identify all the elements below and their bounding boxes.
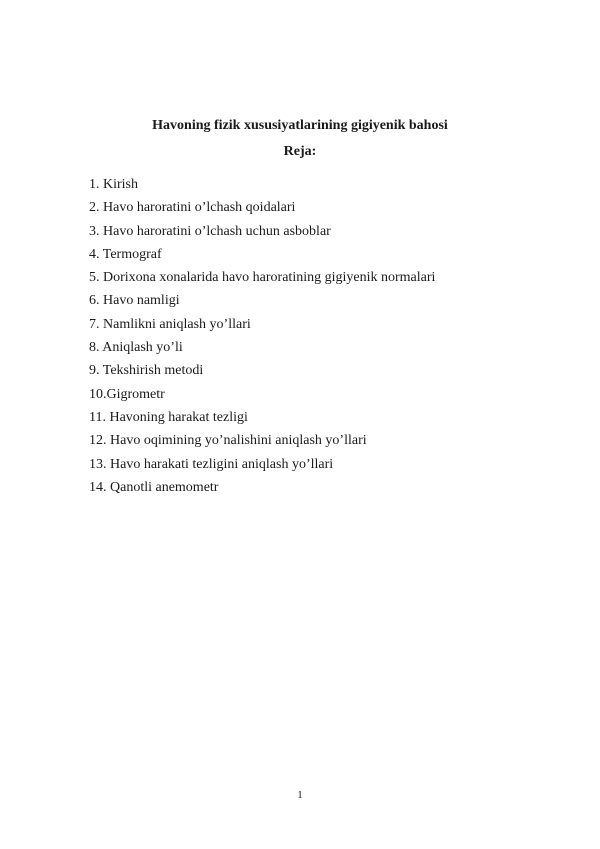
plan-item-10: 10.Gigrometr xyxy=(89,386,165,402)
plan-item-9: 9. Tekshirish metodi xyxy=(89,363,204,379)
plan-item-6: 6. Havo namligi xyxy=(89,293,180,309)
plan-item-11: 11. Havoning harakat tezligi xyxy=(89,409,248,425)
plan-heading: Reja: xyxy=(283,144,317,159)
plan-item-12: 12. Havo oqimining yo’nalishini aniqlash yo’llari xyxy=(89,433,367,449)
plan-item-2: 2. Havo haroratini o’lchash qoidalari xyxy=(89,200,296,216)
plan-item-14: 14. Qanotli anemometr xyxy=(89,479,219,495)
plan-item-4: 4. Termograf xyxy=(89,246,162,262)
plan-item-3: 3. Havo haroratini o’lchash uchun asboblar xyxy=(89,223,331,239)
plan-item-7: 7. Namlikni aniqlash yo’llari xyxy=(89,316,251,332)
plan-item-5: 5. Dorixona xonalarida havo haroratining gigiyenik normalari xyxy=(89,270,436,286)
plan-item-13: 13. Havo harakati tezligini aniqlash yo’llari xyxy=(89,456,334,472)
plan-list xyxy=(89,175,435,501)
plan-item-1: 1. Kirish xyxy=(89,177,138,192)
page-number: 1 xyxy=(297,789,303,801)
plan-item-8: 8. Aniqlash yo’li xyxy=(89,340,183,356)
document-title: Havoning fizik xususiyatlarining gigiyenik bahosi xyxy=(152,118,448,133)
